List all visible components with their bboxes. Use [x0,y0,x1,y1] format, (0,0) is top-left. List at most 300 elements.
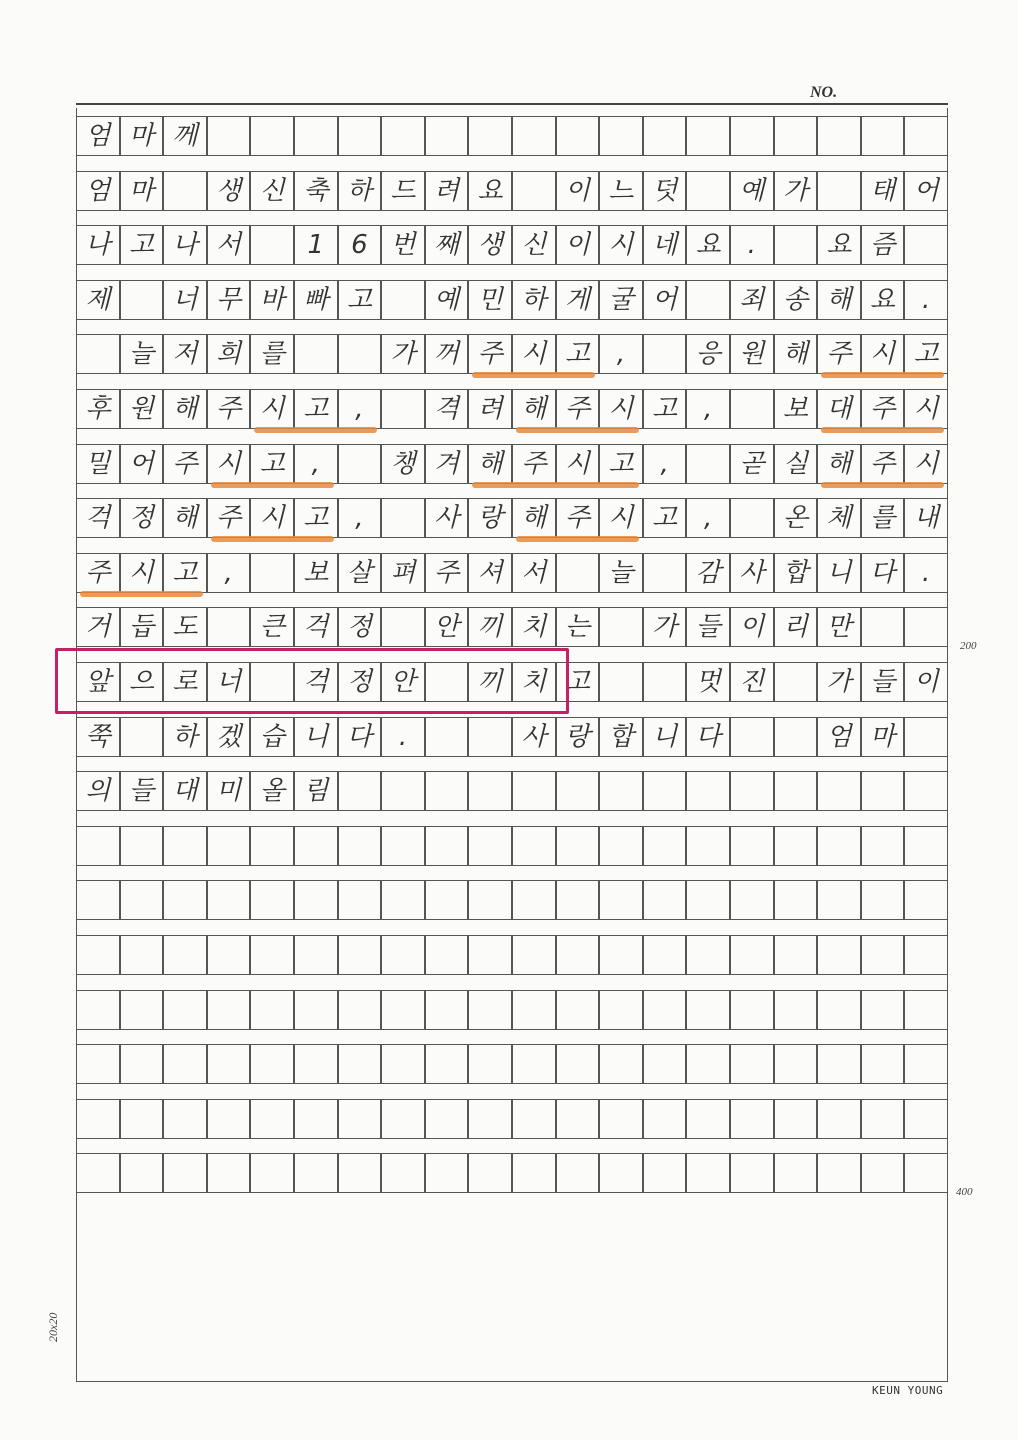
grid-cell: 안 [381,662,425,702]
grid-cell: 시 [250,498,294,538]
grid-cell [468,990,512,1030]
grid-cell: 치 [512,607,556,647]
grid-cell: 고 [120,225,164,265]
grid-cell [120,935,164,975]
grid-cell: 밀 [76,444,120,484]
grid-cell: 다 [338,717,382,757]
grid-cell: 들 [686,607,730,647]
underline-mark [211,482,334,488]
grid-cell: 사 [730,553,774,593]
grid-cell: 가 [774,171,818,211]
grid-cell [425,880,469,920]
grid-cell: 마 [861,717,905,757]
grid-cell [425,1099,469,1139]
grid-cell: 시 [599,498,643,538]
grid-cell [120,280,164,320]
grid-cell: 주 [76,553,120,593]
grid-cell [904,717,948,757]
grid-cell [338,990,382,1030]
grid-cell [599,116,643,156]
grid-cell: 시 [556,444,600,484]
grid-cell: 마 [120,171,164,211]
grid-cell: 원 [120,389,164,429]
grid-cell [338,826,382,866]
underline-mark [472,372,595,378]
grid-cell: 시 [904,444,948,484]
grid-cell: 해 [163,498,207,538]
grid-cell [817,171,861,211]
grid-cell: 려 [468,389,512,429]
grid-cell [338,444,382,484]
grid-cell [163,826,207,866]
grid-cell [556,1044,600,1084]
grid-cell [76,1099,120,1139]
grid-cell: 이 [730,607,774,647]
grid-cell: 온 [774,498,818,538]
grid-cell [163,1099,207,1139]
grid-cell [643,826,687,866]
grid-cell: 어 [904,171,948,211]
grid-cell: 엄 [76,116,120,156]
grid-cell: 걱 [294,607,338,647]
grid-cell: 랑 [468,498,512,538]
grid-cell: 저 [163,334,207,374]
grid-cell: 겨 [425,444,469,484]
grid-cell [120,717,164,757]
grid-cell: 나 [163,225,207,265]
grid-cell: 나 [76,225,120,265]
grid-cell [686,444,730,484]
grid-cell [817,826,861,866]
grid-cell [468,116,512,156]
grid-cell [163,880,207,920]
grid-cell [774,771,818,811]
grid-cell [686,1044,730,1084]
grid-cell: 요 [686,225,730,265]
grid-cell: 네 [643,225,687,265]
grid-cell [381,990,425,1030]
grid-cell: 요 [817,225,861,265]
grid-cell: 시 [599,225,643,265]
grid-cell: 미 [207,771,251,811]
grid-cell [381,935,425,975]
grid-cell: , [338,389,382,429]
grid-cell [338,1099,382,1139]
grid-cell [817,1099,861,1139]
grid-cell: 정 [120,498,164,538]
grid-cell [817,990,861,1030]
grid-cell [468,826,512,866]
grid-cell: 듭 [120,607,164,647]
grid-cell: 주 [207,389,251,429]
grid-cell: 가 [817,662,861,702]
grid-cell: 무 [207,280,251,320]
grid-cell: 끼 [468,607,512,647]
grid-cell [250,935,294,975]
grid-cell [294,334,338,374]
grid-cell [904,1153,948,1193]
grid-cell: 주 [468,334,512,374]
grid-cell: 요 [468,171,512,211]
grid-cell [599,935,643,975]
grid-cell: 려 [425,171,469,211]
grid-cell: 주 [425,553,469,593]
grid-cell [338,1044,382,1084]
grid-cell: 덧 [643,171,687,211]
grid-cell [904,771,948,811]
grid-cell [599,771,643,811]
grid-cell [686,1153,730,1193]
grid-cell [861,116,905,156]
grid-cell: 6 [338,225,382,265]
grid-cell: 가 [381,334,425,374]
grid-cell: 겠 [207,717,251,757]
grid-cell: 가 [643,607,687,647]
grid-cell [599,826,643,866]
grid-cell [120,1153,164,1193]
grid-cell [861,771,905,811]
grid-cell [207,1044,251,1084]
grid-cell [774,662,818,702]
grid-cell [468,1099,512,1139]
grid-cell: 시 [904,389,948,429]
grid-cell: 격 [425,389,469,429]
grid-cell: 하 [163,717,207,757]
grid-cell: 거 [76,607,120,647]
grid-cell [730,771,774,811]
grid-cell [556,1099,600,1139]
grid-cell [294,1099,338,1139]
grid-cell: 으 [120,662,164,702]
grid-cell [512,771,556,811]
grid-cell: , [643,444,687,484]
grid-cell: 바 [250,280,294,320]
grid-cell: 고 [294,389,338,429]
grid-cell: 주 [207,498,251,538]
grid-cell [468,1044,512,1084]
grid-cell [817,1153,861,1193]
grid-cell: . [904,553,948,593]
grid-cell: 주 [861,389,905,429]
grid-cell [686,116,730,156]
grid-cell: . [904,280,948,320]
grid-cell [294,990,338,1030]
grid-cell [643,935,687,975]
underline-mark [516,536,639,542]
grid-cell [730,1044,774,1084]
grid-cell [338,880,382,920]
grid-cell: 안 [425,607,469,647]
grid-cell: 시 [861,334,905,374]
grid-cell [338,935,382,975]
grid-cell [163,1153,207,1193]
grid-cell [904,116,948,156]
grid-cell [686,880,730,920]
grid-cell [120,990,164,1030]
grid-cell [338,334,382,374]
grid-cell: 원 [730,334,774,374]
grid-cell [381,389,425,429]
grid-cell: 예 [730,171,774,211]
grid-cell [817,771,861,811]
grid-cell: 대 [817,389,861,429]
grid-cell: , [338,498,382,538]
grid-cell: 는 [556,607,600,647]
grid-cell: 이 [556,171,600,211]
grid-cell: 이 [904,662,948,702]
grid-cell: 주 [163,444,207,484]
underline-mark [80,591,203,597]
grid-cell: 고 [556,662,600,702]
grid-cell [468,880,512,920]
grid-cell: 치 [512,662,556,702]
grid-cell: 앞 [76,662,120,702]
grid-cell [512,1099,556,1139]
underline-mark [254,427,377,433]
grid-cell [817,935,861,975]
grid-cell: 내 [904,498,948,538]
grid-cell: 예 [425,280,469,320]
grid-cell [730,1099,774,1139]
grid-cell: 너 [163,280,207,320]
grid-cell [338,1153,382,1193]
underline-mark [821,482,944,488]
grid-cell [207,116,251,156]
grid-cell: 쭉 [76,717,120,757]
grid-cell [643,1153,687,1193]
grid-cell [512,935,556,975]
grid-cell: 들 [861,662,905,702]
grid-cell [76,1153,120,1193]
grid-cell: 해 [512,389,556,429]
grid-cell: , [686,389,730,429]
grid-cell: 를 [861,498,905,538]
grid-cell [250,826,294,866]
grid-cell: 니 [294,717,338,757]
grid-cell [643,771,687,811]
grid-cell: 큰 [250,607,294,647]
grid-cell [599,990,643,1030]
grid-cell: 보 [294,553,338,593]
grid-cell: 번 [381,225,425,265]
grid-cell [381,607,425,647]
grid-cell [512,880,556,920]
grid-cell [643,662,687,702]
grid-cell [163,935,207,975]
grid-cell: 다 [861,553,905,593]
grid-cell [338,771,382,811]
grid-cell: 신 [512,225,556,265]
grid-cell [904,1099,948,1139]
grid-cell: 걱 [294,662,338,702]
grid-cell [76,1044,120,1084]
grid-cell [76,880,120,920]
grid-cell: 들 [120,771,164,811]
grid-cell: 해 [817,280,861,320]
grid-cell [643,990,687,1030]
grid-cell [294,1153,338,1193]
grid-cell: 1 [294,225,338,265]
grid-cell [425,771,469,811]
grid-cell [512,1044,556,1084]
grid-cell [774,1044,818,1084]
grid-cell [207,935,251,975]
grid-cell: . [730,225,774,265]
grid-cell: 고 [250,444,294,484]
grid-cell [730,880,774,920]
highlight-box [55,648,569,714]
grid-cell [425,826,469,866]
grid-cell [381,280,425,320]
grid-cell [643,880,687,920]
grid-cell [774,880,818,920]
grid-cell: 림 [294,771,338,811]
grid-cell [861,990,905,1030]
grid-cell: 사 [425,498,469,538]
grid-cell [904,225,948,265]
grid-cell [556,826,600,866]
grid-cell: 고 [556,334,600,374]
grid-cell [163,171,207,211]
grid-cell: 게 [556,280,600,320]
grid-cell: 째 [425,225,469,265]
grid-cell: 만 [817,607,861,647]
grid-cell [250,990,294,1030]
grid-cell: 리 [774,607,818,647]
grid-cell [556,990,600,1030]
grid-cell: 주 [861,444,905,484]
grid-cell: 어 [643,280,687,320]
grid-cell [381,116,425,156]
grid-cell [861,880,905,920]
grid-cell: 챙 [381,444,425,484]
grid-cell [512,116,556,156]
grid-cell [643,1099,687,1139]
grid-cell [904,607,948,647]
grid-cell [643,334,687,374]
grid-cell [294,116,338,156]
grid-cell [904,826,948,866]
grid-cell [686,771,730,811]
grid-cell [774,1099,818,1139]
grid-cell [643,116,687,156]
grid-cell: 멋 [686,662,730,702]
grid-cell [120,880,164,920]
grid-cell [207,1153,251,1193]
grid-cell: 죄 [730,280,774,320]
grid-cell [730,389,774,429]
grid-cell: 끼 [468,662,512,702]
grid-cell [730,498,774,538]
grid-cell: 시 [512,334,556,374]
grid-cell [686,280,730,320]
grid-cell [861,1153,905,1193]
grid-cell: 합 [599,717,643,757]
underline-mark [472,482,638,488]
grid-cell [76,935,120,975]
grid-cell: 신 [250,171,294,211]
grid-cell [381,498,425,538]
grid-cell [425,1044,469,1084]
grid-cell: 주 [556,389,600,429]
grid-cell [425,935,469,975]
grid-cell [120,1099,164,1139]
grid-cell [250,1153,294,1193]
grid-cell [556,935,600,975]
grid-cell: 진 [730,662,774,702]
grid-cell: 시 [599,389,643,429]
grid-cell [556,553,600,593]
grid-cell: 펴 [381,553,425,593]
grid-cell [381,1153,425,1193]
grid-cell [599,880,643,920]
grid-cell: 해 [512,498,556,538]
grid-cell: 하 [338,171,382,211]
grid-cell [468,1153,512,1193]
grid-cell [250,116,294,156]
grid-cell [599,1153,643,1193]
grid-cell: 늘 [599,553,643,593]
grid-cell [468,717,512,757]
underline-mark [821,372,944,378]
grid-cell: 생 [207,171,251,211]
grid-size-label: 20x20 [46,1312,60,1342]
grid-cell: 너 [207,662,251,702]
grid-cell: 어 [120,444,164,484]
grid-cell [730,826,774,866]
grid-cell [207,607,251,647]
grid-cell: 걱 [76,498,120,538]
grid-cell [76,334,120,374]
grid-cell [774,1153,818,1193]
grid-cell [425,990,469,1030]
grid-cell [294,935,338,975]
grid-cell: 도 [163,607,207,647]
grid-cell [686,990,730,1030]
grid-cell: 를 [250,334,294,374]
grid-cell: , [207,553,251,593]
grid-cell [904,990,948,1030]
grid-cell [512,990,556,1030]
grid-cell: 시 [250,389,294,429]
grid-cell [774,935,818,975]
grid-cell: 굴 [599,280,643,320]
grid-cell: 응 [686,334,730,374]
grid-cell [381,1044,425,1084]
grid-cell: 감 [686,553,730,593]
brand-label: KEUN YOUNG [872,1384,944,1397]
grid-cell: 꺼 [425,334,469,374]
grid-cell [76,826,120,866]
grid-cell [207,990,251,1030]
grid-cell: 주 [556,498,600,538]
grid-cell: 니 [817,553,861,593]
grid-cell [207,880,251,920]
grid-cell [774,717,818,757]
grid-cell [294,826,338,866]
grid-cell [338,116,382,156]
grid-cell: . [381,717,425,757]
grid-cell: 엄 [817,717,861,757]
grid-cell: , [294,444,338,484]
grid-cell [250,225,294,265]
underline-mark [516,427,639,433]
grid-cell: 시 [207,444,251,484]
grid-cell: 후 [76,389,120,429]
grid-cell [904,880,948,920]
grid-cell [686,935,730,975]
grid-cell [599,607,643,647]
